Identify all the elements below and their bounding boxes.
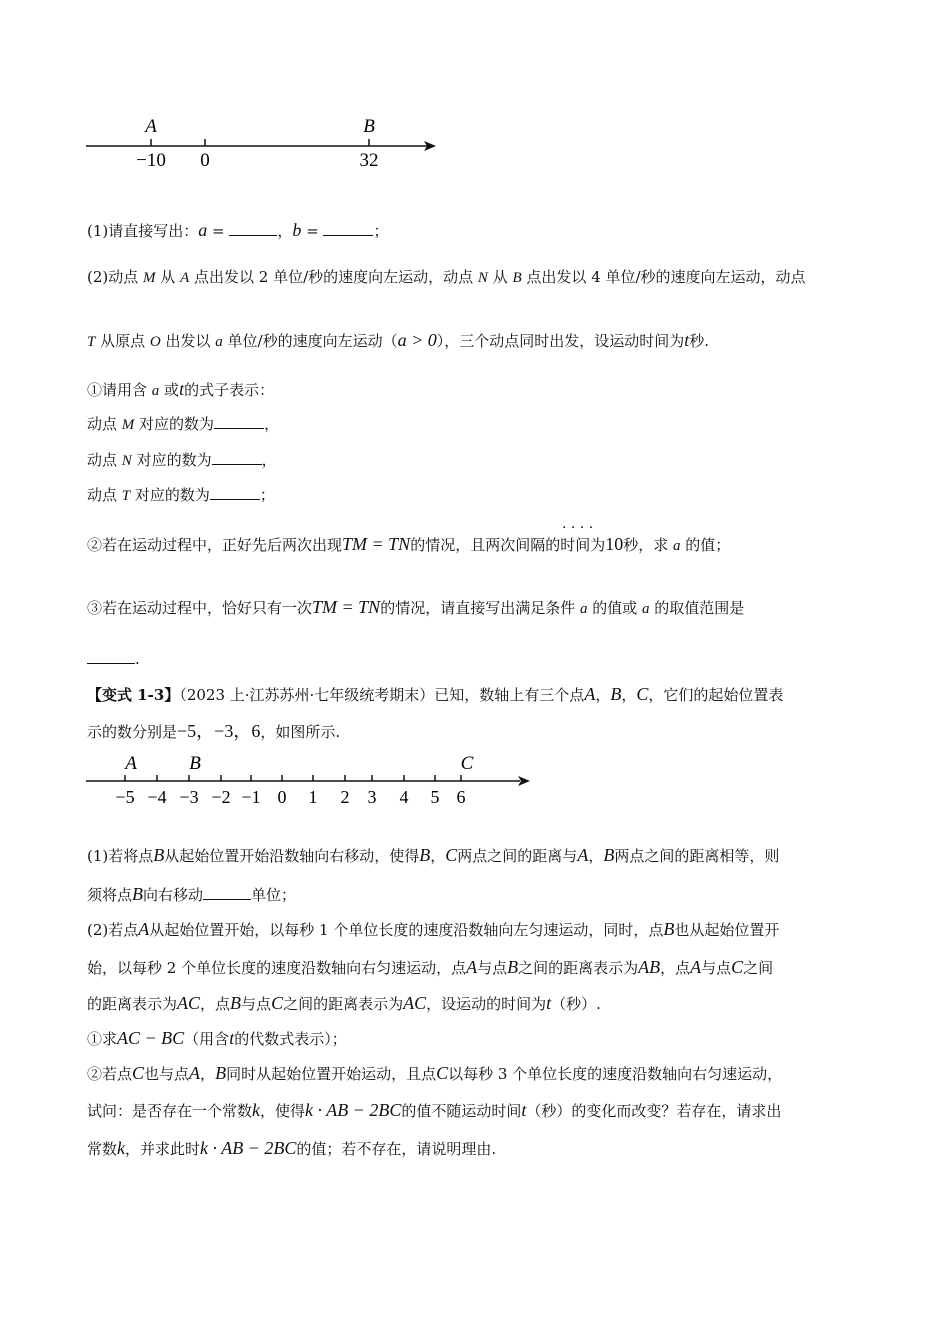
var-c: C [636, 684, 649, 704]
var-n: N [121, 453, 132, 469]
text: ， [430, 847, 446, 865]
text: 秒. [689, 332, 710, 350]
tick-label: −3 [179, 787, 199, 807]
text: （用含 [184, 1030, 230, 1048]
expression: k · AB − 2BC [305, 1100, 402, 1120]
var-b: B [419, 845, 431, 865]
text: 的距离表示为 [87, 995, 178, 1013]
var-t: t [179, 379, 185, 399]
tick-label: 0 [277, 787, 287, 807]
text: 始，以每秒 2 个单位长度的速度沿数轴向右匀速运动，点 [87, 959, 467, 977]
point-label-a: A [145, 116, 157, 137]
var-k: k [252, 1100, 261, 1120]
text: 动点 [87, 451, 122, 469]
text: 动点 [87, 486, 122, 504]
text: 也与点 [144, 1065, 190, 1083]
condition: a > 0 [397, 330, 437, 350]
text: 点出发以 2 单位/秒的速度向左运动，动点 [189, 268, 478, 286]
var-ab: AB [638, 957, 661, 977]
text: ①求 [87, 1030, 118, 1048]
q1-text: (1)请直接写出： [87, 222, 199, 240]
text: ， [621, 686, 637, 704]
text: 对应的数为 [134, 415, 215, 433]
expression: TM = TN [312, 597, 381, 617]
text: 两点之间的距离相等，则 [614, 847, 780, 865]
var-b: B [215, 1063, 227, 1083]
var-b: B [512, 270, 522, 286]
var-c: C [132, 1063, 145, 1083]
text: 从 [155, 268, 181, 286]
var-t: t [229, 1028, 235, 1048]
var-a: A [584, 684, 596, 704]
var-a: a [672, 538, 681, 554]
tick-label: −1 [241, 787, 261, 807]
var-a: A [577, 845, 589, 865]
var-n: N [477, 270, 488, 286]
var-b: B [507, 957, 519, 977]
var-a: a [215, 334, 223, 350]
text: ， [261, 451, 277, 469]
question-2-line-2 [87, 329, 709, 353]
text: ， [588, 847, 604, 865]
text: ，它们的起始位置表 [648, 686, 784, 704]
equals: = [301, 222, 324, 240]
text: 动点 [87, 415, 122, 433]
var-b: B [610, 684, 622, 704]
tick-label: 5 [430, 787, 440, 807]
answer-blank-distance[interactable] [203, 885, 251, 900]
text: ②若点 [87, 1065, 133, 1083]
text: ，如图所示. [260, 723, 341, 741]
var-b: B [663, 919, 675, 939]
tick-label: −2 [211, 787, 231, 807]
var-ac: AC [403, 993, 427, 1013]
tick-label-zero: 0 [200, 150, 210, 171]
expression: TM = TN [342, 534, 411, 554]
sub-question-3 [87, 596, 744, 620]
text: 常数 [87, 1140, 118, 1158]
variant-line-2 [87, 720, 340, 743]
text: 从起始位置开始沿数轴向右移动，使得 [164, 847, 420, 865]
text: ，使得 [260, 1102, 306, 1120]
text: （秒）的变化而改变？若存在，请求出 [526, 1102, 782, 1120]
text: ， [595, 686, 611, 704]
text: 两点之间的距离与 [457, 847, 578, 865]
text: 秒，求 [623, 536, 673, 554]
number: 10 [605, 534, 624, 554]
tick-label: −4 [147, 787, 167, 807]
separator: ， [277, 222, 293, 240]
text: 试问：是否存在一个常数 [87, 1102, 253, 1120]
var-b: b [292, 220, 302, 240]
text: ），三个动点同时出发，设运动时间为 [436, 332, 685, 350]
var-m: M [121, 417, 135, 433]
text: ，设运动的时间为 [426, 995, 547, 1013]
text: 的值； [680, 536, 731, 554]
text: 以每秒 3 个单位长度的速度沿数轴向右匀速运动， [448, 1065, 783, 1083]
sub-question-1-intro [87, 378, 274, 402]
answer-blank-t[interactable] [210, 485, 260, 500]
text: 的值；若不存在，请说明理由. [296, 1140, 497, 1158]
text: 从 [487, 268, 513, 286]
variant-tag: 【变式 1-3】 [87, 686, 180, 704]
variant-question-1 [87, 844, 779, 867]
answer-blank-a[interactable] [229, 221, 277, 236]
end-mark: ； [373, 222, 389, 240]
variant-question-2-line-2 [87, 956, 773, 979]
var-t: t [684, 330, 690, 350]
text: 须将点 [87, 886, 133, 904]
tick-label: −5 [115, 787, 135, 807]
var-a: A [189, 1063, 201, 1083]
point-label-b: B [363, 116, 375, 137]
expression: k · AB − 2BC [200, 1138, 297, 1158]
sub-question-2 [87, 533, 730, 557]
var-c: C [445, 845, 458, 865]
var-b: B [603, 845, 615, 865]
text: ，点 [200, 995, 231, 1013]
var-a: a [642, 601, 650, 617]
text: ； [259, 486, 275, 504]
var-ac: AC [177, 993, 201, 1013]
text: ，并求此时 [125, 1140, 201, 1158]
var-m: M [143, 270, 156, 286]
variant-question-2-line-3 [87, 992, 601, 1015]
answer-blank-range[interactable] [87, 649, 135, 664]
tick-label: 1 [308, 787, 318, 807]
answer-blank-n[interactable] [212, 450, 262, 465]
var-a: A [466, 957, 478, 977]
answer-blank-b[interactable] [323, 221, 373, 236]
text: 的情况，请直接写出满足条件 [380, 599, 580, 617]
text: ②若在运动过程中，正好先后两次出现 [87, 536, 343, 554]
text: 的式子表示： [184, 381, 275, 399]
variant-sub-question-2-line-1 [87, 1062, 782, 1085]
text: 从起始位置开始，以每秒 1 个单位长度的速度沿数轴向左匀速运动，同时，点 [149, 921, 664, 939]
emphasis-dots: . . . . [562, 516, 594, 532]
text: 之间的距离表示为 [518, 959, 639, 977]
numbers: −5，−3，6 [177, 721, 261, 741]
text: ， [264, 415, 280, 433]
question-2-line-1 [87, 266, 806, 289]
var-o: O [149, 334, 161, 350]
tick-label: 2 [340, 787, 350, 807]
number-line-2 [80, 748, 540, 808]
text: 与点 [701, 959, 732, 977]
text: ， [200, 1065, 216, 1083]
text: 示的数分别是 [87, 723, 178, 741]
var-c: C [731, 957, 744, 977]
text: 向右移动 [143, 886, 204, 904]
var-t: T [87, 334, 96, 350]
text: 出发以 [160, 332, 216, 350]
var-a: A [138, 919, 150, 939]
text: 的情况，且两次间隔的时间为 [410, 536, 606, 554]
text: 的取值范围是 [649, 599, 745, 617]
var-a: a [151, 383, 160, 399]
tick-label-a: −10 [136, 150, 166, 171]
text: (1)若将点 [87, 847, 154, 865]
var-k: k [117, 1138, 126, 1158]
tick-label-b: 32 [359, 150, 379, 171]
text: 也从起始位置开 [674, 921, 780, 939]
point-label: C [460, 753, 474, 774]
point-label: B [189, 753, 201, 774]
text: 之间 [743, 959, 774, 977]
text: . [135, 650, 140, 668]
text: 单位/秒的速度向左运动（ [222, 332, 398, 350]
text: (2)动点 [87, 268, 144, 286]
var-a: a [579, 601, 588, 617]
tick-label: 3 [367, 787, 377, 807]
text: ，点 [660, 959, 691, 977]
text: 对应的数为 [130, 486, 210, 504]
text: 同时从起始位置开始运动，且点 [226, 1065, 437, 1083]
text: 的值或 [587, 599, 643, 617]
tick-label: 6 [456, 787, 466, 807]
text: (2)若点 [87, 921, 139, 939]
var-b: B [132, 884, 144, 904]
text: 与点 [241, 995, 272, 1013]
equals: = [207, 222, 230, 240]
variant-question-1-line-2 [87, 883, 296, 906]
question-1 [87, 219, 389, 242]
point-label: A [125, 753, 137, 774]
text: 点出发以 4 单位/秒的速度向左运动，动点 [521, 268, 806, 286]
text: 的值不随运动时间 [401, 1102, 522, 1120]
text: ①请用含 [87, 381, 152, 399]
variant-sub-question-2-line-3 [87, 1137, 496, 1160]
answer-blank-m[interactable] [214, 414, 264, 429]
variant-sub-question-2-line-2 [87, 1099, 781, 1122]
var-b: B [230, 993, 242, 1013]
var-b: B [153, 845, 165, 865]
sub-question-1-n [87, 449, 277, 472]
var-t: t [546, 993, 552, 1013]
text: ③若在运动过程中，恰好只有一次 [87, 599, 313, 617]
text: 之间的距离表示为 [283, 995, 404, 1013]
variant-sub-question-1 [87, 1027, 347, 1050]
number-line-1 [80, 110, 450, 180]
text: 或 [159, 381, 180, 399]
text: 单位； [251, 886, 297, 904]
text: 对应的数为 [131, 451, 212, 469]
var-c: C [271, 993, 284, 1013]
var-c: C [436, 1063, 449, 1083]
text: 从原点 [95, 332, 150, 350]
sub-question-1-m [87, 413, 279, 436]
text: 与点 [477, 959, 508, 977]
sub-question-3-answer [87, 648, 140, 670]
var-a: A [690, 957, 702, 977]
text: （秒）. [551, 995, 601, 1013]
var-t: t [521, 1100, 527, 1120]
variant-heading [87, 683, 783, 706]
var-a: A [180, 270, 190, 286]
var-t: T [121, 488, 131, 504]
text: 的代数式表示）； [234, 1030, 347, 1048]
variant-question-2-line-1 [87, 918, 779, 941]
sub-question-1-t [87, 484, 275, 507]
text: （2023 上·江苏苏州·七年级统考期末）已知，数轴上有三个点 [179, 686, 585, 704]
tick-label: 4 [399, 787, 409, 807]
expression: AC − BC [117, 1028, 185, 1048]
var-a: a [198, 220, 208, 240]
